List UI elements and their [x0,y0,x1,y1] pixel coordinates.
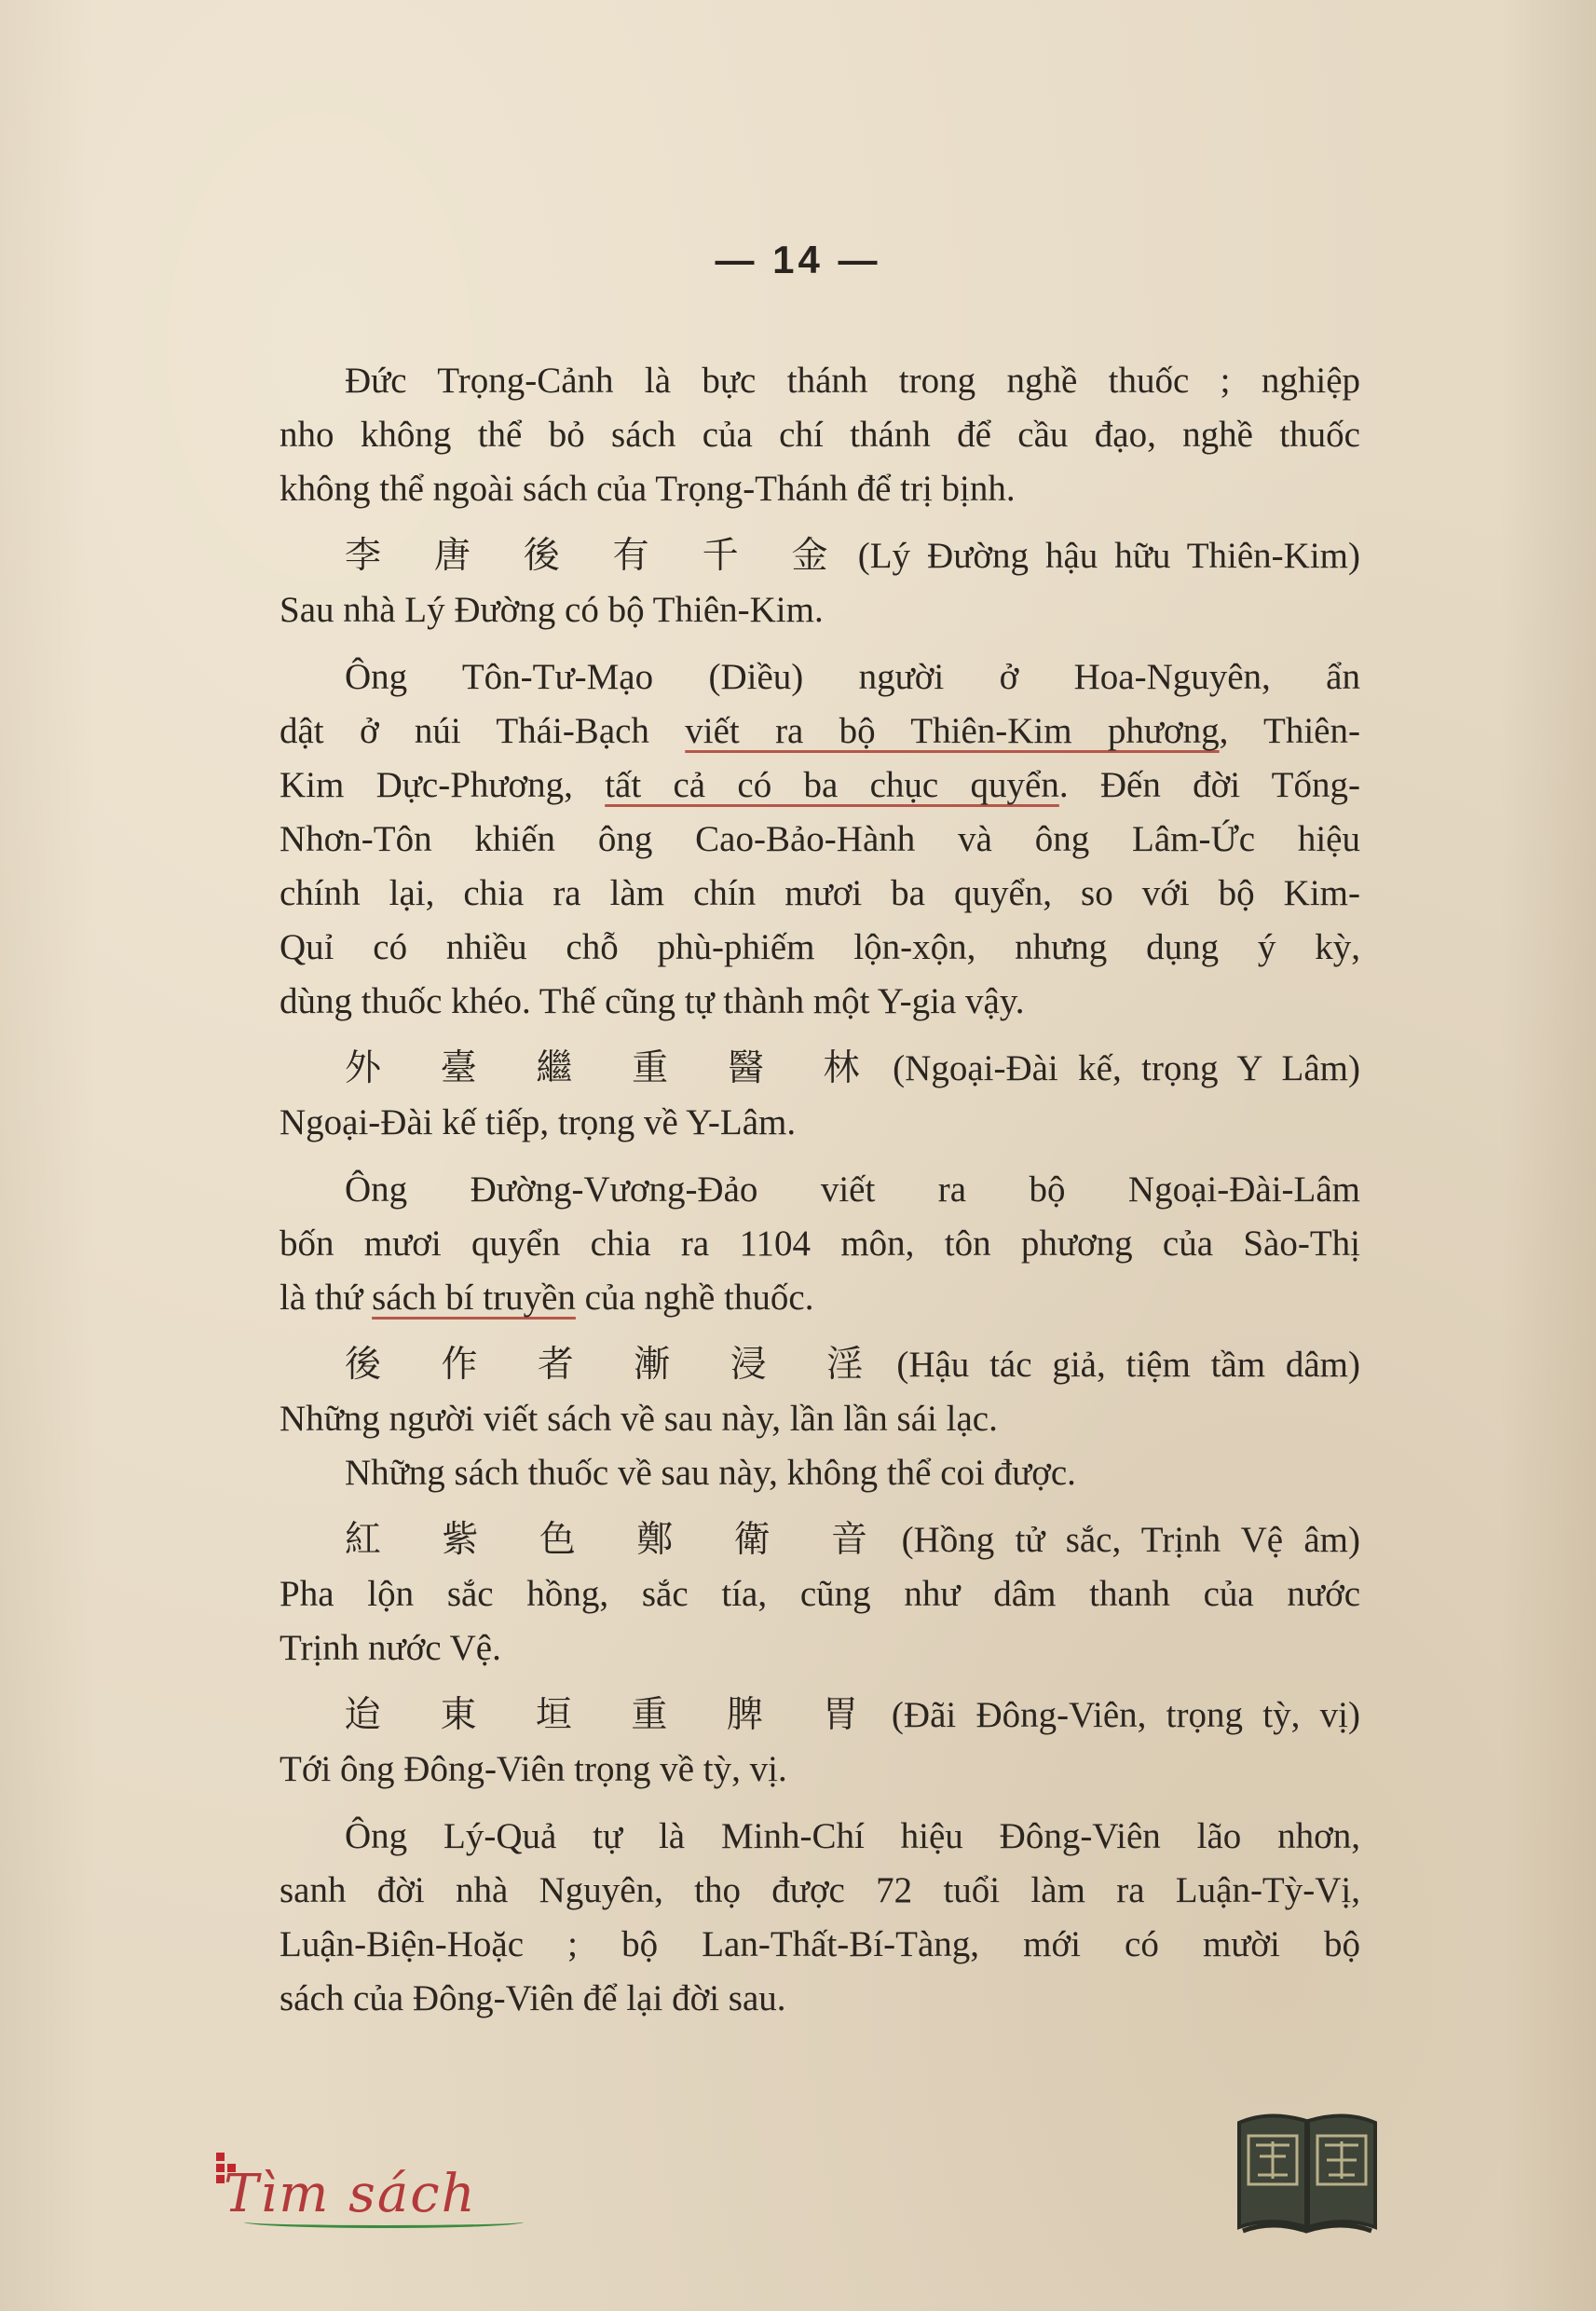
line-text: sanh đời nhà Nguyên, thọ được 72 tuổi làm ra Luận-Tỳ-Vị, [280,1870,1360,1910]
chinese-heading: 紅 紫 色 鄭 衛 音 [345,1519,893,1561]
text-line [280,1392,1360,1446]
line-text: là thứ [280,1278,373,1318]
text-line [280,1743,1360,1797]
logo-swoosh [244,2216,524,2228]
text-line [280,1338,1360,1392]
line-text: (Hồng tử sắc, Trịnh Vệ âm) [901,1520,1360,1560]
text-line [280,529,1360,583]
text-line [280,354,1360,408]
line-text: chính lại, chia ra làm chín mươi ba quyển, so với bộ Kim- [280,873,1360,913]
text-line [280,583,1360,637]
chinese-heading: 李 唐 後 有 千 金 [345,535,849,577]
line-text: Nhơn-Tôn khiến ông Cao-Bảo-Hành và ông Lâm-Ức hiệu [280,819,1360,859]
line-text: Luận-Biện-Hoặc ; bộ Lan-Thất-Bí-Tàng, mới có mười bộ [280,1924,1360,1964]
line-text: Sau nhà Lý Đường có bộ Thiên-Kim. [280,590,824,630]
text-line [280,975,1360,1029]
text-line [280,650,1360,704]
line-text: Quỉ có nhiều chỗ phù-phiếm lộn-xộn, nhưng dụng ý kỳ, [280,927,1360,967]
text-line [280,1567,1360,1621]
text-line [280,1864,1360,1918]
text-line [280,1096,1360,1150]
line-text: Ngoại-Đài kế tiếp, trọng về Y-Lâm. [280,1102,797,1142]
line-text: (Đãi Đông-Viên, trọng tỳ, vị) [891,1695,1360,1735]
line-text: Ông Tôn-Tư-Mạo (Diều) người ở Hoa-Nguyên, ẩn [345,657,1360,697]
line-text: Những người viết sách về sau này, lần lần sái lạc. [280,1399,998,1439]
line-text: (Hậu tác giả, tiệm tầm dâm) [896,1345,1360,1385]
logo-text: Tìm sách [224,2164,477,2224]
line-text: Những sách thuốc về sau này, không thể coi được. [345,1453,1076,1493]
underlined-text: sách bí truyền [372,1278,576,1318]
line-text: (Lý Đường hậu hữu Thiên-Kim) [857,536,1360,576]
line-text: không thể ngoài sách của Trọng-Thánh để trị bịnh. [280,469,1016,509]
text-line [280,921,1360,975]
body-text [280,354,1360,2026]
text-line [280,867,1360,921]
line-text: , Thiên- [1219,711,1360,751]
text-line [280,759,1360,813]
text-line [280,1810,1360,1864]
underlined-text: tất cả có ba chục quyển [605,765,1059,805]
text-line [280,1163,1360,1217]
page-number: — 14 — [715,238,881,281]
line-text: (Ngoại-Đài kế, trọng Y Lâm) [893,1048,1360,1088]
line-text: Đức Trọng-Cảnh là bực thánh trong nghề thuốc ; nghiệp [345,361,1360,401]
text-line [280,408,1360,462]
line-text: Kim Dực-Phương, [280,765,606,805]
book-seal-icon [1232,2104,1383,2236]
text-line [280,1689,1360,1743]
text-line [280,1972,1360,2026]
line-text: Pha lộn sắc hồng, sắc tía, cũng như dâm thanh của nước [280,1574,1360,1614]
line-text: nho không thể bỏ sách của chí thánh để cầu đạo, nghề thuốc [280,415,1360,455]
text-line [280,1513,1360,1567]
line-text: . Đến đời Tống- [1058,765,1360,805]
line-text: dùng thuốc khéo. Thế cũng tự thành một Y-gia vậy. [280,981,1025,1021]
text-line [280,813,1360,867]
text-line [280,1217,1360,1271]
line-text: sách của Đông-Viên để lại đời sau. [280,1978,786,2018]
text-line [280,1042,1360,1096]
line-text: Trịnh nước Vệ. [280,1628,501,1668]
text-line [280,1271,1360,1325]
tim-sach-logo [216,2153,514,2227]
chinese-heading: 外 臺 繼 重 醫 林 [345,1047,884,1089]
line-text: Tới ông Đông-Viên trọng về tỳ, vị. [280,1749,787,1789]
chinese-heading: 後 作 者 漸 浸 淫 [345,1344,888,1386]
text-line [280,1446,1360,1500]
underlined-text: viết ra bộ Thiên-Kim phương [685,711,1220,751]
line-text: Ông Lý-Quả tự là Minh-Chí hiệu Đông-Viên lão nhơn, [345,1816,1360,1856]
text-line [280,1918,1360,1972]
text-line [280,1621,1360,1675]
line-text: bốn mươi quyển chia ra 1104 môn, tôn phương của Sào-Thị [280,1224,1360,1264]
chinese-heading: 迨 東 垣 重 脾 胃 [345,1694,882,1736]
line-text: Ông Đường-Vương-Đảo viết ra bộ Ngoại-Đài-Lâm [345,1169,1360,1210]
text-line [280,462,1360,516]
line-text: của nghề thuốc. [575,1278,814,1318]
line-text: dật ở núi Thái-Bạch [280,711,686,751]
text-line [280,704,1360,759]
